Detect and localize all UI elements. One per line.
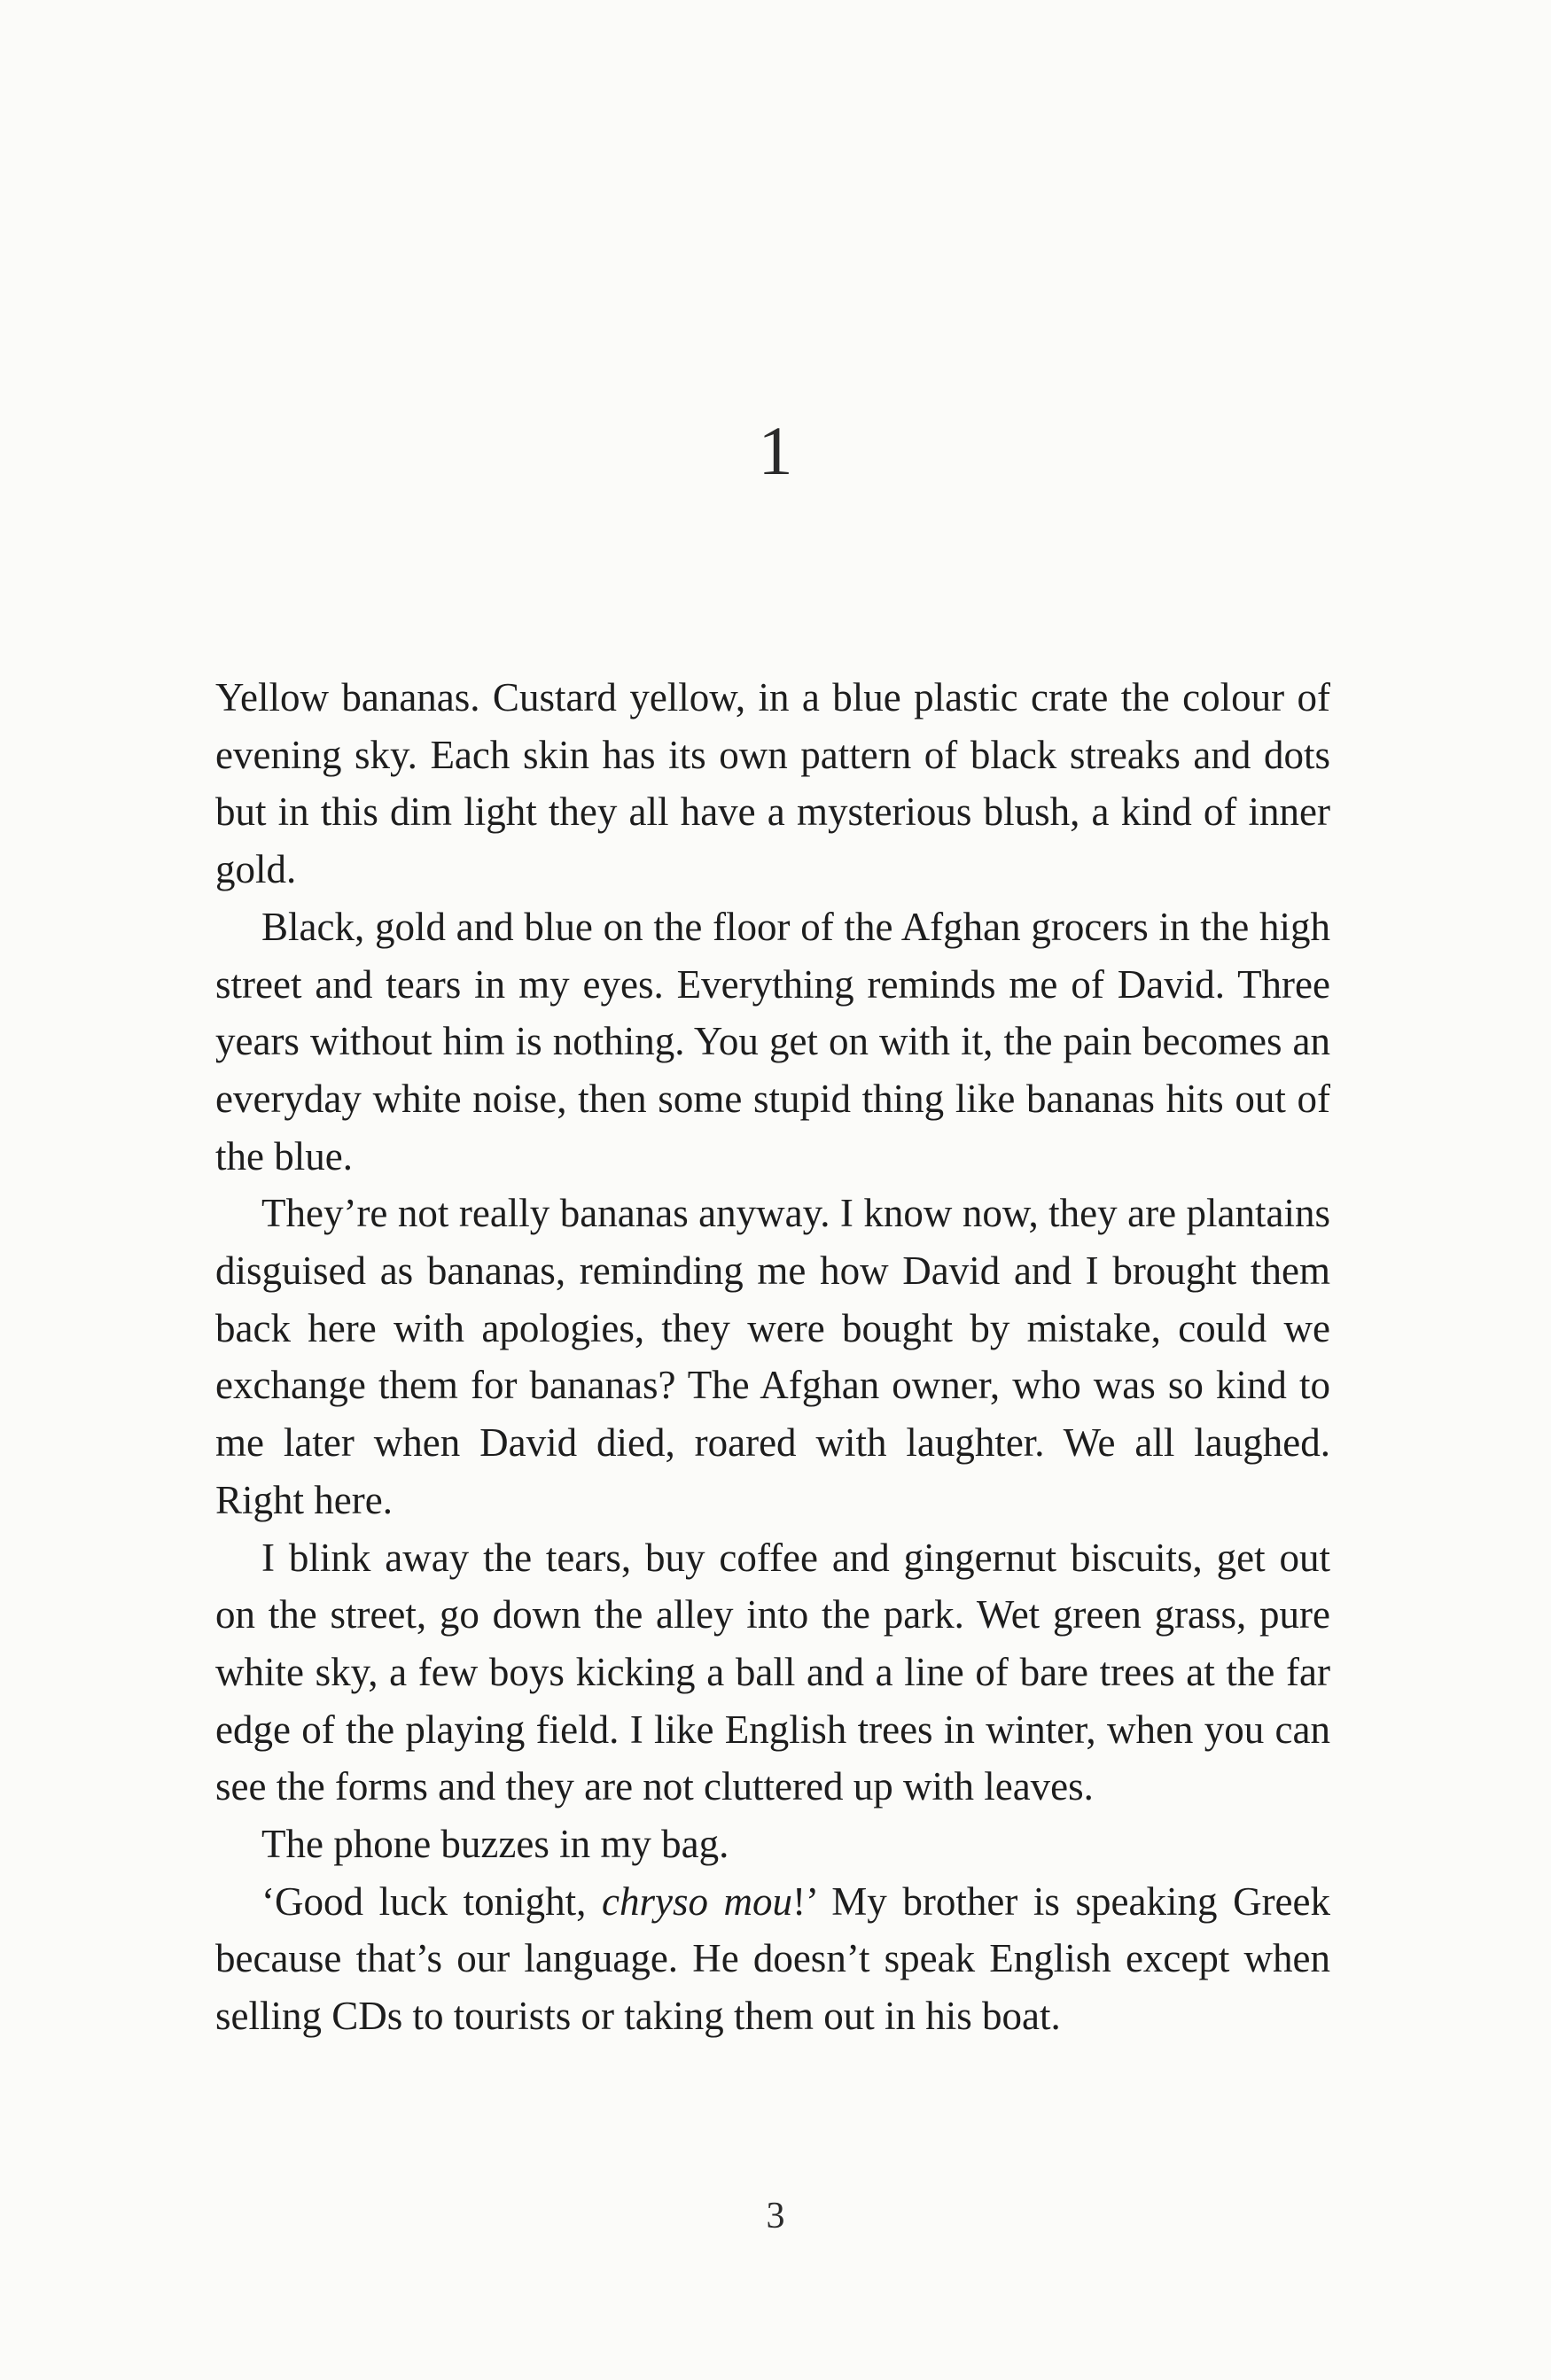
paragraph-5: The phone buzzes in my bag. (261, 1822, 729, 1867)
paragraph-6-after: !’ My brother is speaking Greek because that’s our language. He doesn’t speak English except when selling CDs to tourists or taking them out in his boat. (215, 1878, 1331, 2039)
paragraph-6-before: ‘Good luck tonight, (261, 1878, 602, 1924)
paragraph-6 (215, 1873, 1330, 2045)
paragraph-4: I blink away the tears, buy coffee and gingernut biscuits, get out on the street, go down the alley into the park. Wet green grass, pure white sky, a few boys kicking a ball and a line of bare trees at the far edge of the playing field. I like English trees in winter, when you can see the forms and they are not cluttered up with leaves. (215, 1535, 1330, 1809)
chapter-number: 1 (758, 412, 793, 489)
paragraph-3: They’re not really bananas anyway. I know now, they are plantains disguised as bananas, reminding me how David and I brought them back here with apologies, they were bought by mistake, could we exchange them for bananas? The Afghan owner, who was so kind to me later when David died, roared with laughter. We all laughed. Right here. (215, 1191, 1330, 1522)
paragraph-1: Yellow bananas. Custard yellow, in a blue plastic crate the colour of evening sky. Each skin has its own pattern of black streaks and dots but in this dim light they all have a mysterious blush, a kind of inner gold. (215, 675, 1330, 892)
greek-phrase: chryso mou (602, 1878, 793, 1924)
paragraph-2: Black, gold and blue on the floor of the Afghan grocers in the high street and tears in my eyes. Everything reminds me of David. Three years without him is nothing. You get on with it, the pain becomes an everyday white noise, then some stupid thing like bananas hits out of the blue. (215, 904, 1330, 1178)
chapter-body (215, 669, 1330, 2045)
page-number: 3 (766, 2196, 785, 2236)
